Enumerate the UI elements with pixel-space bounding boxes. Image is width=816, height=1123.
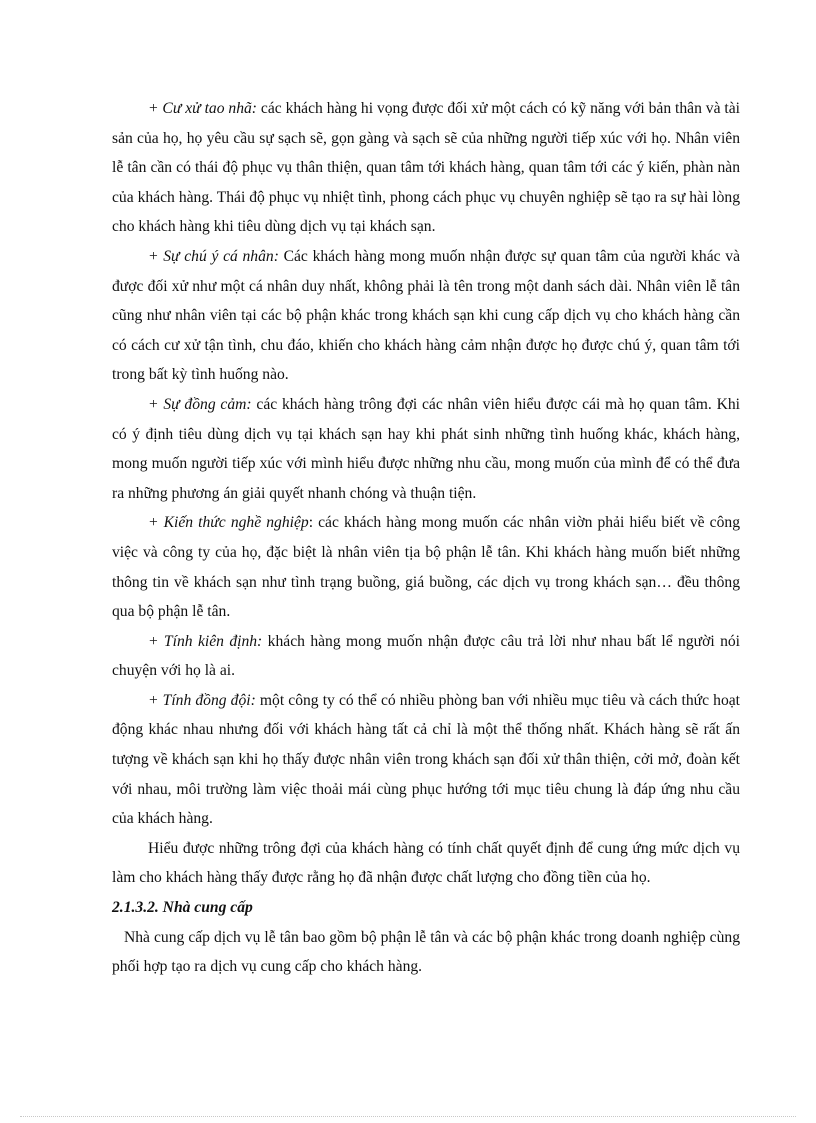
paragraph-text: các khách hàng trông đợi các nhân viên hiểu được cái mà họ quan tâm. Khi có ý định tiêu dùng dịch vụ tại khách sạn hay khi phát sinh những tình huống khác, khách hàng, mong muốn người tiếp xúc với mình hiểu được những nhu cầu, mong muốn của mình để có thể đưa ra những phương án giải quyết nhanh chóng và thuận tiện.: [112, 395, 740, 502]
paragraph-courtesy: [112, 94, 740, 242]
paragraph-text: : các khách hàng mong muốn các nhân viờn phải hiểu biết về công việc và công ty của họ, đặc biệt là nhân viên tịa bộ phận lễ tân. Khi khách hàng muốn biết những thông tin về khách sạn như tình trạng buồng, giá buồng, các dịch vụ trong khách sạn… đều thông qua bộ phận lễ tân.: [112, 514, 740, 621]
paragraph-lead: + Sự chú ý cá nhân:: [148, 247, 279, 265]
paragraph-lead: + Tính kiên định:: [148, 632, 263, 650]
paragraph-personal-attention: [112, 242, 740, 390]
document-page: [112, 94, 740, 982]
section-heading: 2.1.3.2. Nhà cung cấp: [112, 899, 253, 917]
paragraph-text: Hiểu được những trông đợi của khách hàng có tính chất quyết định để cung ứng mức dịch vụ làm cho khách hàng thấy được rằng họ đã nhận được chất lượng cho đồng tiền của họ.: [112, 839, 740, 887]
page-bottom-divider: [20, 1116, 796, 1117]
paragraph-lead: + Cư xử tao nhã:: [148, 100, 257, 117]
paragraph-lead: + Sự đồng cảm:: [148, 395, 252, 413]
paragraph-lead: + Kiến thức nghề nghiệp: [148, 514, 309, 532]
paragraph-text: một công ty có thể có nhiều phòng ban với nhiều mục tiêu và cách thức hoạt động khác nhau nhưng đối với khách hàng tất cả chỉ là một thể thống nhất. Khách hàng sẽ rất ấn tượng về khách sạn khi họ thấy được nhân viên trong khách sạn đối xử thân thiện, cởi mở, đoàn kết với nhau, môi trường làm việc thoải mái cùng phục hướng tới mục tiêu chung là đáp ứng nhu cầu của khách hàng.: [112, 691, 741, 828]
paragraph-lead: + Tính đồng đội:: [148, 691, 256, 709]
paragraph-teamwork: [112, 686, 740, 834]
paragraph-conclusion: [112, 834, 740, 893]
paragraph-supplier: Nhà cung cấp dịch vụ lễ tân bao gồm bộ phận lễ tân và các bộ phận khác trong doanh nghiệp cùng phối hợp tạo ra dịch vụ cung cấp cho khách hàng.: [112, 928, 740, 976]
paragraph-professional-knowledge: [112, 508, 740, 626]
paragraph-empathy: [112, 390, 740, 508]
paragraph-consistency: [112, 627, 740, 686]
paragraph-text: Các khách hàng mong muốn nhận được sự quan tâm của người khác và được đối xử như một cá nhân duy nhất, không phải là tên trong một danh sách dài. Nhân viên lễ tân cũng như nhân viên tại các bộ phận khác trong khách sạn khi cung cấp dịch vụ cho khách hàng cần có cách cư xử tận tình, chu đáo, khiến cho khách hàng cảm nhận được họ được chú ý, quan tâm tới trong bất kỳ tình huống nào.: [112, 247, 740, 384]
paragraph-text: các khách hàng hi vọng được đối xử một cách có kỹ năng với bản thân và tài sản của họ, họ yêu cầu sự sạch sẽ, gọn gàng và sạch sẽ của những người tiếp xúc với họ. Nhân viên lễ tân cần có thái độ phục vụ thân thiện, quan tâm tới khách hàng, quan tâm tới các ý kiến, phàn nàn của khách hàng. Thái độ phục vụ nhiệt tình, phong cách phục vụ chuyên nghiệp sẽ tạo ra sự hài lòng cho khách hàng khi tiêu dùng dịch vụ tại khách sạn.: [112, 100, 741, 236]
paragraph-text: khách hàng mong muốn nhận được câu trả lời như nhau bất lể người nói chuyện với họ là ai.: [112, 632, 740, 680]
